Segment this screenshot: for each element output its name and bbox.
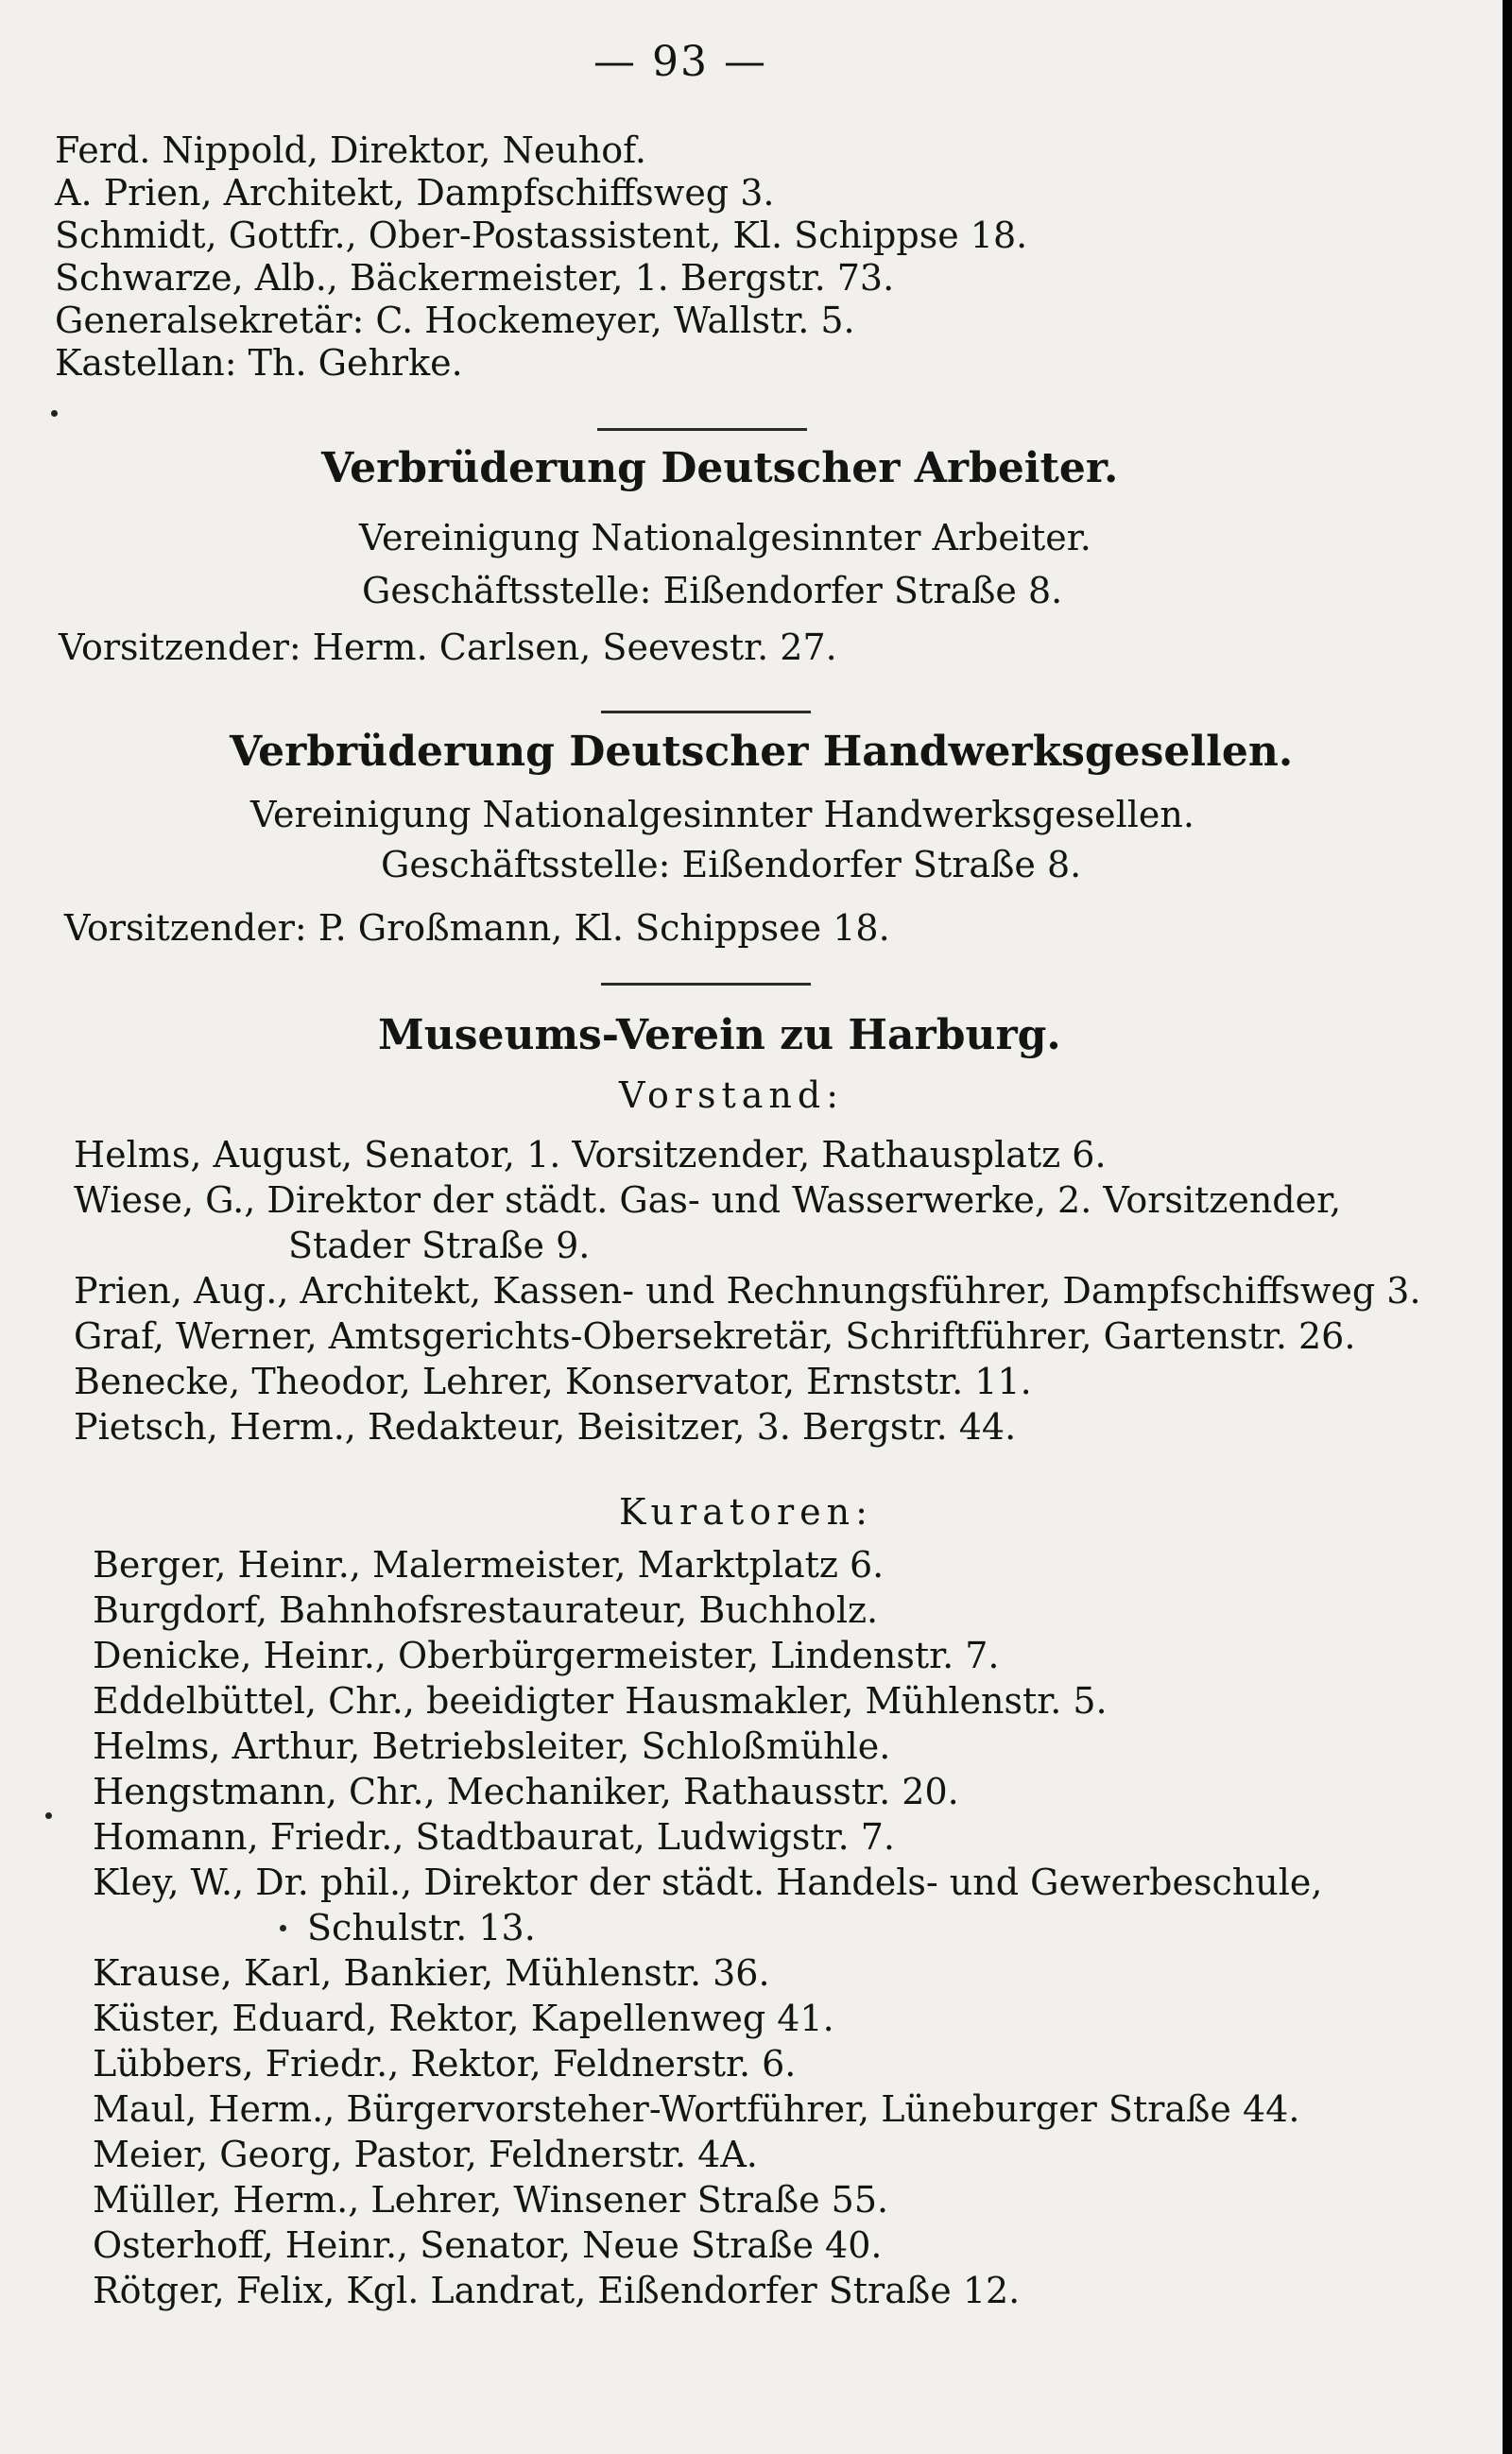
curator-entry: Meier, Georg, Pastor, Feldnerstr. 4A. — [93, 2134, 758, 2175]
curator-entry: Denicke, Heinr., Oberbürgermeister, Lindenstr. 7. — [93, 1635, 1000, 1676]
entry-line: Kastellan: Th. Gehrke. — [55, 342, 463, 384]
curator-entry: Maul, Herm., Bürgervorsteher-Wortführer, Lüneburger Straße 44. — [93, 2088, 1300, 2130]
section-subtitle: Vereinigung Nationalgesinnter Handwerksgesellen. — [250, 794, 1194, 835]
curator-entry-continued: Schulstr. 13. — [307, 1907, 536, 1948]
curator-entry: Helms, Arthur, Betriebsleiter, Schloßmühle. — [93, 1725, 891, 1767]
chair-line: Vorsitzender: Herm. Carlsen, Seevestr. 27. — [59, 626, 837, 668]
ink-speck — [280, 1925, 286, 1931]
curator-entry: Berger, Heinr., Malermeister, Marktplatz 6. — [93, 1544, 885, 1586]
curator-entry: Homann, Friedr., Stadtbaurat, Ludwigstr. 7. — [93, 1816, 896, 1858]
curator-entry: Küster, Eduard, Rektor, Kapellenweg 41. — [93, 1998, 834, 2039]
board-entry: Graf, Werner, Amtsgerichts-Obersekretär, Schriftführer, Gartenstr. 26. — [74, 1315, 1356, 1357]
section-divider — [601, 983, 811, 986]
curator-entry: Osterhoff, Heinr., Senator, Neue Straße 40. — [93, 2224, 883, 2266]
office-address: Geschäftsstelle: Eißendorfer Straße 8. — [381, 844, 1082, 885]
board-entry: Wiese, G., Direktor der städt. Gas- und Wasserwerke, 2. Vorsitzender, — [74, 1179, 1342, 1221]
curator-entry: Lübbers, Friedr., Rektor, Feldnerstr. 6. — [93, 2043, 797, 2085]
board-entry: Pietsch, Herm., Redakteur, Beisitzer, 3. Bergstr. 44. — [74, 1406, 1017, 1448]
curator-entry: Rötger, Felix, Kgl. Landrat, Eißendorfer Straße 12. — [93, 2270, 1021, 2311]
office-address: Geschäftsstelle: Eißendorfer Straße 8. — [362, 570, 1063, 611]
curator-entry: Kley, W., Dr. phil., Direktor der städt. Handels- und Gewerbeschule, — [93, 1862, 1323, 1903]
board-entry: Benecke, Theodor, Lehrer, Konservator, Ernststr. 11. — [74, 1361, 1032, 1402]
section-title: Museums-Verein zu Harburg. — [378, 1011, 1061, 1059]
entry-line: Generalsekretär: C. Hockemeyer, Wallstr. 5. — [55, 300, 855, 341]
curator-entry: Burgdorf, Bahnhofsrestaurateur, Buchholz. — [93, 1589, 879, 1631]
entry-line: Schmidt, Gottfr., Ober-Postassistent, Kl. Schippse 18. — [55, 215, 1028, 256]
board-entry-continued: Stader Straße 9. — [288, 1225, 591, 1266]
page-number: — 93 — — [593, 38, 767, 86]
curator-entry: Eddelbüttel, Chr., beeidigter Hausmakler, Mühlenstr. 5. — [93, 1680, 1108, 1722]
curators-heading: Kuratoren: — [619, 1491, 873, 1533]
section-divider — [601, 711, 811, 713]
section-title: Verbrüderung Deutscher Handwerksgesellen. — [230, 728, 1294, 776]
entry-line: Ferd. Nippold, Direktor, Neuhof. — [55, 129, 646, 171]
section-divider — [597, 428, 807, 431]
chair-line: Vorsitzender: P. Großmann, Kl. Schippsee 18. — [64, 907, 890, 949]
entry-line: A. Prien, Architekt, Dampfschiffsweg 3. — [55, 172, 775, 214]
section-subtitle: Vereinigung Nationalgesinnter Arbeiter. — [359, 517, 1091, 558]
curator-entry: Müller, Herm., Lehrer, Winsener Straße 55. — [93, 2179, 889, 2221]
board-entry: Helms, August, Senator, 1. Vorsitzender, Rathausplatz 6. — [74, 1134, 1107, 1176]
board-entry: Prien, Aug., Architekt, Kassen- und Rechnungsführer, Dampfschiffsweg 3. — [74, 1270, 1421, 1312]
section-title: Verbrüderung Deutscher Arbeiter. — [321, 444, 1119, 492]
entry-line: Schwarze, Alb., Bäckermeister, 1. Bergstr. 73. — [55, 257, 895, 299]
ink-speck — [45, 1812, 52, 1819]
ink-speck — [51, 410, 58, 417]
board-heading: Vorstand: — [619, 1074, 845, 1116]
curator-entry: Hengstmann, Chr., Mechaniker, Rathausstr. 20. — [93, 1771, 959, 1812]
curator-entry: Krause, Karl, Bankier, Mühlenstr. 36. — [93, 1952, 770, 1994]
scan-edge — [1503, 0, 1512, 2454]
